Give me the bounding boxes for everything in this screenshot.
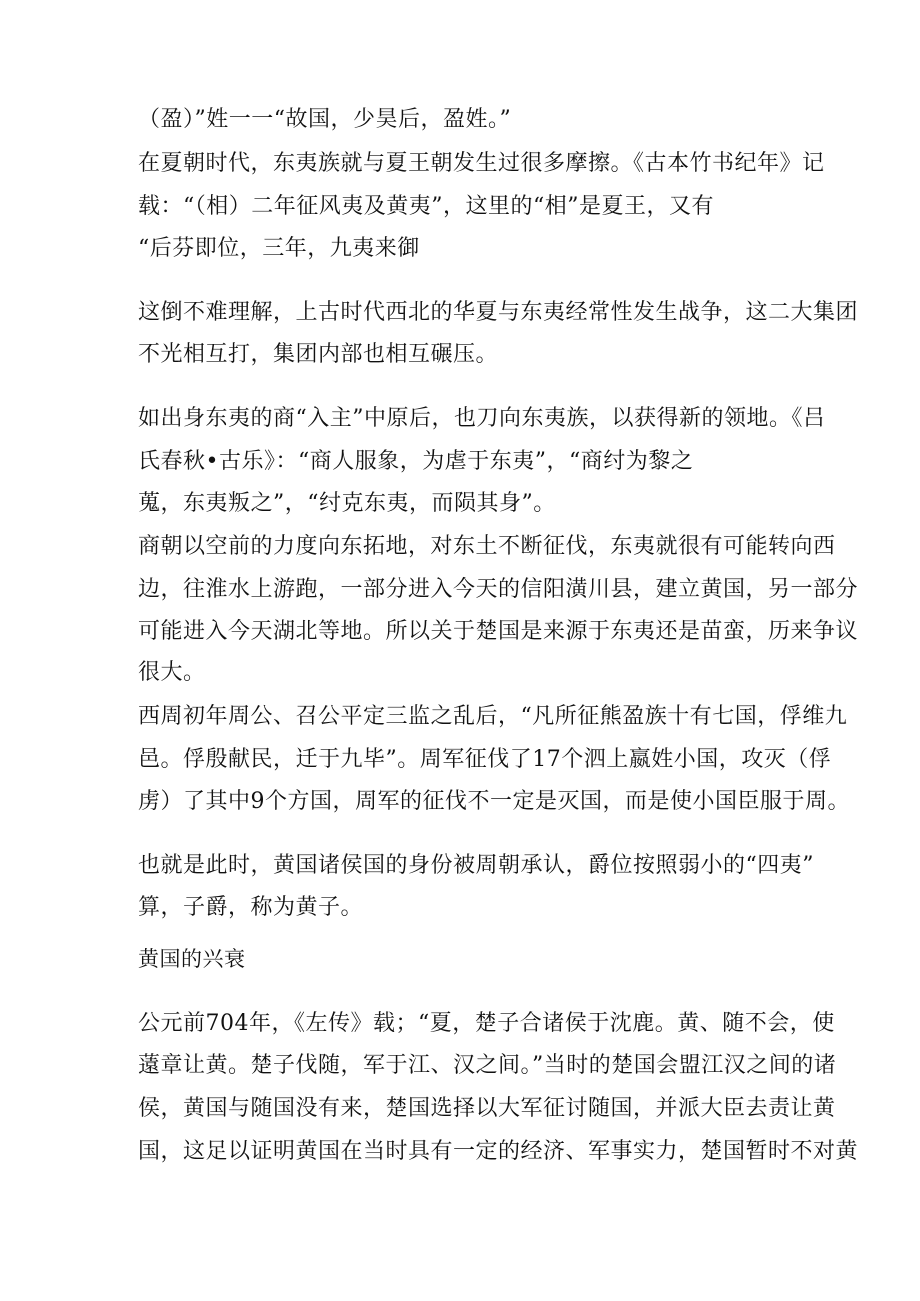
text-line: 可能进入今天湖北等地。所以关于楚国是来源于东夷还是苗蛮，历来争议 bbox=[138, 619, 859, 644]
text-line: 这倒不难理解，上古时代西北的华夏与东夷经常性发生战争，这二大集团 bbox=[138, 300, 859, 325]
text-line: （盈）”姓一一“故国，少昊后，盈姓。” bbox=[138, 107, 512, 132]
text-line: 如出身东夷的商“入主”中原后，也刀向东夷族，以获得新的领地。《吕 bbox=[138, 406, 826, 431]
text-line: 国，这足以证明黄国在当时具有一定的经济、军事实力，楚国暂时不对黄 bbox=[138, 1139, 859, 1164]
text-line: 载：“（相）二年征风夷及黄夷”，这里的“相”是夏王，又有 bbox=[138, 194, 714, 219]
text-line: 虏）了其中9个方国，周军的征伐不一定是灭国，而是使小国臣服于周。 bbox=[138, 789, 850, 814]
text-line: 氏春秋•古乐》：“商人服象，为虐于东夷”，“商纣为黎之 bbox=[138, 449, 694, 474]
text-line: 商朝以空前的力度向东拓地，对东土不断征伐，东夷就很有可能转向西 bbox=[138, 534, 836, 559]
text-line: 薳章让黄。楚子伐随，军于江、汉之间。”当时的楚国会盟江汉之间的诸 bbox=[138, 1053, 837, 1078]
text-line: “后芬即位，三年，九夷来御 bbox=[138, 236, 420, 261]
section-heading: 黄国的兴衰 bbox=[138, 947, 246, 971]
text-line: 邑。俘殷献民，迁于九毕”。周军征伐了17个泗上嬴姓小国，攻灭（俘 bbox=[138, 747, 832, 772]
text-line: 边，往淮水上游跑，一部分进入今天的信阳潢川县，建立黄国，另一部分 bbox=[138, 577, 859, 602]
text-line: 西周初年周公、召公平定三监之乱后，“凡所征熊盈族十有七国，俘维九 bbox=[138, 704, 848, 729]
text-line: 算，子爵，称为黄子。 bbox=[138, 895, 364, 920]
text-line: 不光相互打，集团内部也相互碾压。 bbox=[138, 342, 499, 367]
text-line: 蒐，东夷叛之”，“纣克东夷，而陨其身”。 bbox=[138, 491, 556, 516]
text-line: 也就是此时，黄国诸侯国的身份被周朝承认，爵位按照弱小的“四夷” bbox=[138, 853, 814, 878]
text-line: 在夏朝时代，东夷族就与夏王朝发生过很多摩擦。《古本竹书纪年》记 bbox=[138, 151, 825, 176]
text-line: 侯，黄国与随国没有来，楚国选择以大军征讨随国，并派大臣去责让黄 bbox=[138, 1096, 836, 1121]
text-line: 很大。 bbox=[138, 660, 206, 685]
text-line: 公元前704年，《左传》载；“夏，楚子合诸侯于沈鹿。黄、随不会，使 bbox=[138, 1011, 835, 1036]
